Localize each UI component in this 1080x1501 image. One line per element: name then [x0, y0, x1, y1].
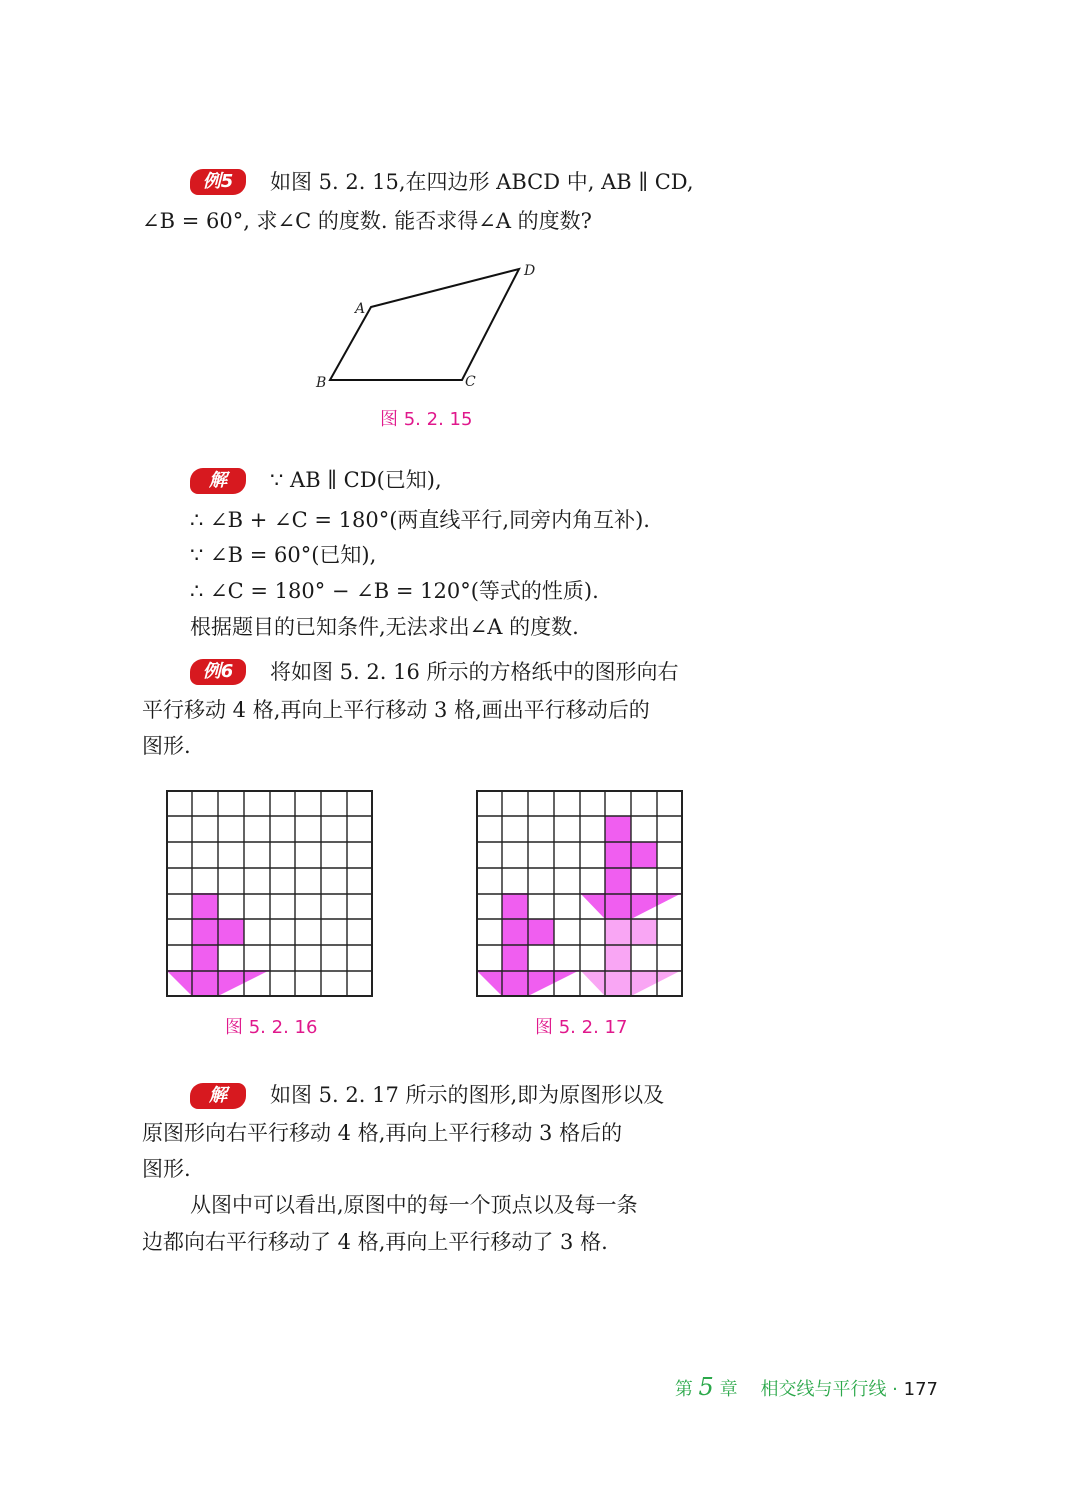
- figure-5-2-15-quadrilateral: [300, 255, 560, 400]
- figure-5-2-17-caption: 图 5. 2. 17: [535, 1017, 628, 1038]
- solution-6-line-3: 图形.: [142, 1157, 191, 1181]
- vertex-label-d: D: [524, 263, 536, 279]
- chapter-number: 5: [698, 1373, 714, 1401]
- figure-5-2-16-caption: 图 5. 2. 16: [225, 1017, 318, 1038]
- solution-6-badge: 解: [190, 1083, 246, 1109]
- solution-5-badge: 解: [190, 468, 246, 494]
- solution-5-line-3: ∵ ∠B = 60°(已知),: [190, 543, 377, 567]
- vertex-label-b: B: [316, 375, 327, 391]
- translated-shape-branch: [631, 842, 657, 868]
- quadrilateral-abcd: [330, 269, 519, 380]
- solution-6-line-1: 如图 5. 2. 17 所示的图形,即为原图形以及: [270, 1083, 665, 1107]
- solution-5-line-2: ∴ ∠B + ∠C = 180°(两直线平行,同旁内角互补).: [190, 508, 650, 532]
- chapter-prefix: 第: [674, 1379, 693, 1400]
- intermediate-shape-base-left: [580, 970, 605, 996]
- original-shape-branch: [528, 919, 554, 945]
- shape-base-left: [166, 970, 192, 996]
- example-5-line-1: 如图 5. 2. 15,在四边形 ABCD 中, AB ∥ CD,: [270, 170, 694, 194]
- solution-6-line-5: 边都向右平行移动了 4 格,再向上平行移动了 3 格.: [142, 1230, 608, 1254]
- figure-5-2-16-grid: [166, 790, 374, 998]
- example-5-badge: 例5: [190, 169, 246, 195]
- chapter-suffix: 章: [719, 1379, 738, 1400]
- solution-5-line-5: 根据题目的已知条件,无法求出∠A 的度数.: [190, 615, 579, 639]
- shape-branch: [218, 919, 244, 945]
- example-6-line-2: 平行移动 4 格,再向上平行移动 3 格,画出平行移动后的: [142, 698, 650, 722]
- original-shape-base-left: [476, 970, 502, 996]
- example-6-line-3: 图形.: [142, 734, 191, 758]
- figure-5-2-17-grid: [476, 790, 684, 998]
- solution-6-line-4: 从图中可以看出,原图中的每一个顶点以及每一条: [190, 1193, 638, 1217]
- intermediate-shape-branch: [631, 919, 657, 945]
- vertex-label-c: C: [465, 374, 476, 390]
- solution-5-line-4: ∴ ∠C = 180° − ∠B = 120°(等式的性质).: [190, 579, 599, 603]
- example-5-line-2: ∠B = 60°, 求∠C 的度数. 能否求得∠A 的度数?: [142, 209, 592, 233]
- page-number: 177: [903, 1379, 938, 1400]
- intermediate-shape-stem: [605, 919, 631, 996]
- translated-shape-base-left: [580, 893, 605, 919]
- chapter-title: 相交线与平行线 ·: [760, 1379, 898, 1400]
- example-6-line-1: 将如图 5. 2. 16 所示的方格纸中的图形向右: [270, 660, 679, 684]
- solution-6-line-2: 原图形向右平行移动 4 格,再向上平行移动 3 格后的: [142, 1121, 623, 1145]
- solution-5-line-1: ∵ AB ∥ CD(已知),: [270, 468, 442, 492]
- example-6-badge: 例6: [190, 659, 246, 685]
- page-footer: [675, 1373, 938, 1401]
- vertex-label-a: A: [355, 301, 366, 317]
- figure-5-2-15-caption: 图 5. 2. 15: [380, 409, 473, 430]
